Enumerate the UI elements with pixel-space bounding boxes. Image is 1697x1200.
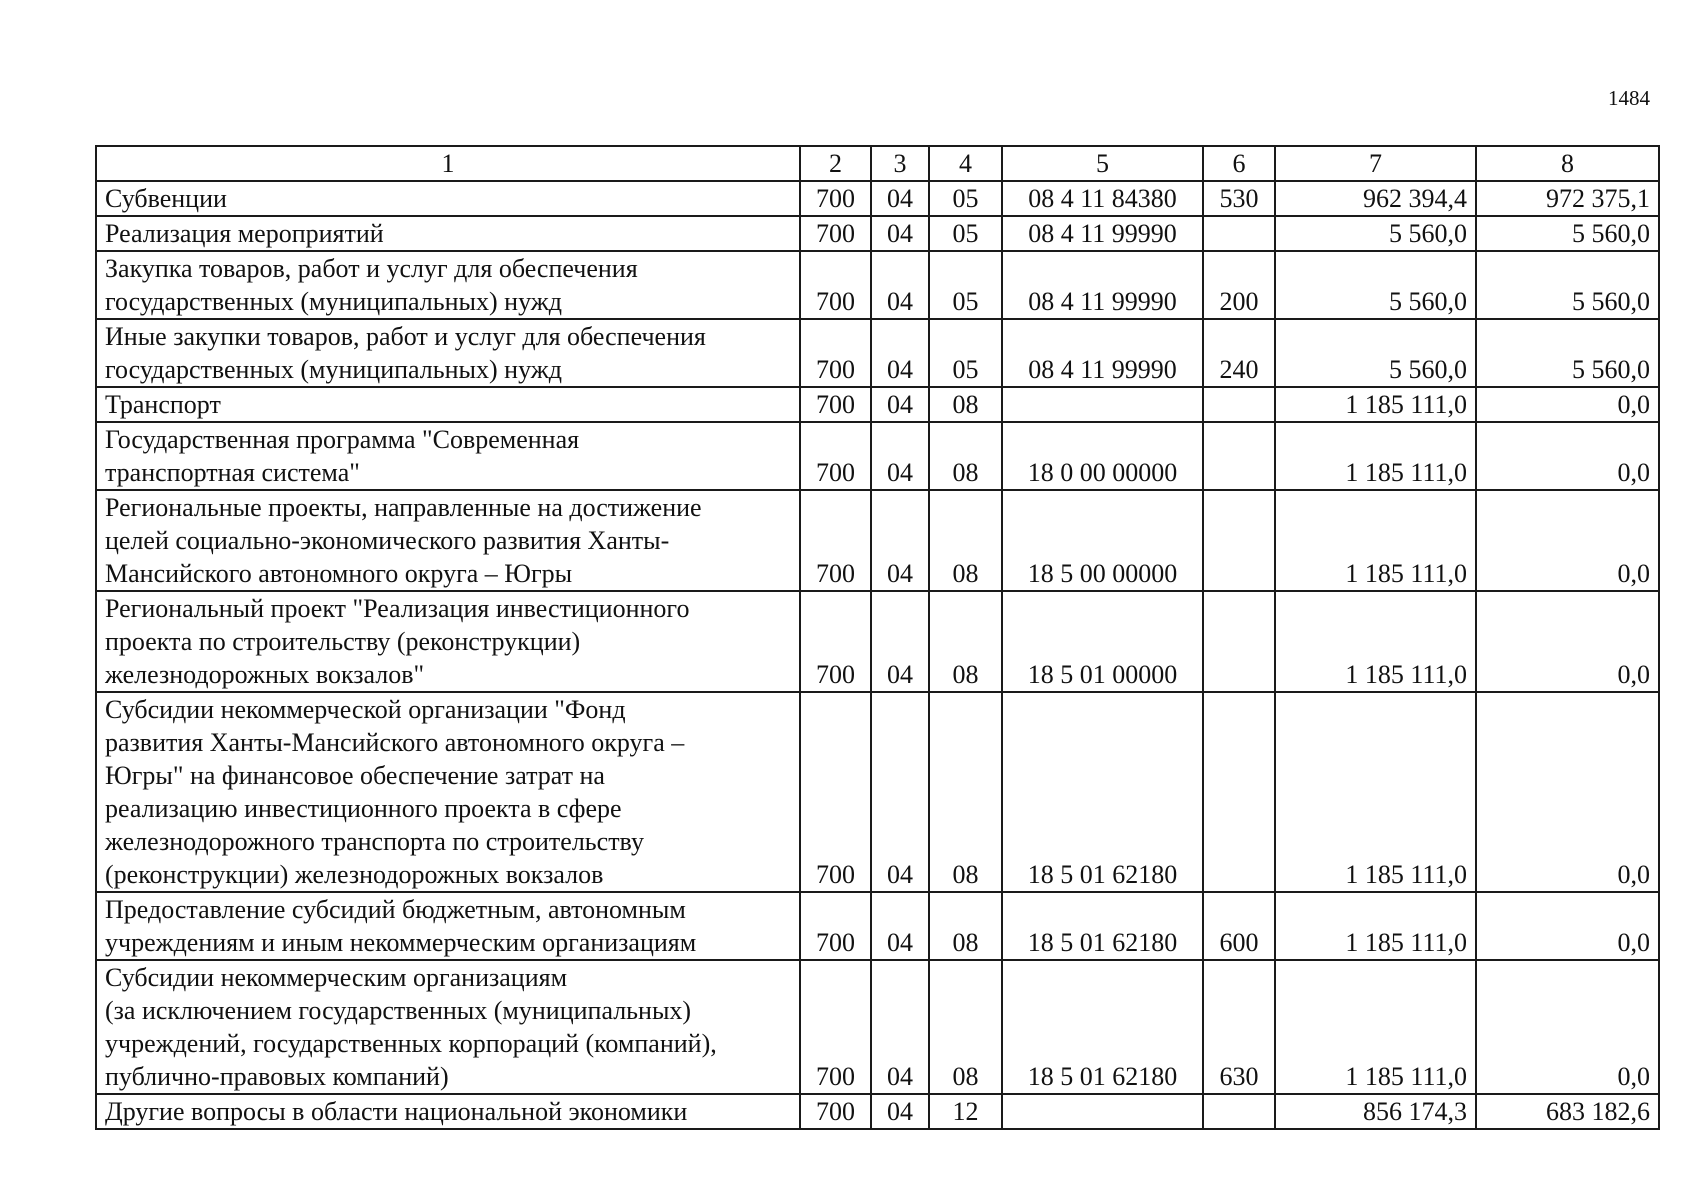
expense-type-cell [1203, 692, 1275, 892]
amount-col7-cell: 1 185 111,0 [1275, 591, 1476, 692]
target-article-cell [1002, 387, 1203, 422]
table-row [96, 591, 1659, 692]
expense-type-cell [1203, 591, 1275, 692]
amount-col8-cell: 0,0 [1476, 387, 1659, 422]
item-name-line: Предоставление субсидий бюджетным, автономным [105, 895, 686, 924]
table-body [96, 181, 1659, 1129]
target-article-cell [1002, 1094, 1203, 1129]
target-article-cell: 18 5 01 62180 [1002, 892, 1203, 960]
subsection-part-cell: 08 [929, 960, 1002, 1094]
subsection-code-cell: 04 [871, 490, 929, 591]
subsection-part-cell: 05 [929, 216, 1002, 251]
item-name-cell [96, 216, 800, 251]
subsection-part-cell: 08 [929, 422, 1002, 490]
item-name-line: Субсидии некоммерческой организации "Фонд [105, 695, 626, 724]
target-article-cell: 18 5 00 00000 [1002, 490, 1203, 591]
item-name-line: Закупка товаров, работ и услуг для обеспечения [105, 254, 638, 283]
header-cell: 1 [96, 146, 800, 181]
item-name-line: Субсидии некоммерческим организациям [105, 963, 568, 992]
subsection-code-cell: 04 [871, 960, 929, 1094]
subsection-code-cell: 04 [871, 1094, 929, 1129]
item-name-cell [96, 490, 800, 591]
item-name-cell [96, 960, 800, 1094]
page-number: 1484 [1608, 86, 1650, 110]
table-row [96, 216, 1659, 251]
section-code-cell: 700 [800, 892, 871, 960]
header-cell: 2 [800, 146, 871, 181]
amount-col7-cell: 5 560,0 [1275, 251, 1476, 319]
header-cell: 8 [1476, 146, 1659, 181]
item-name-cell [96, 422, 800, 490]
section-code-cell: 700 [800, 251, 871, 319]
target-article-cell: 08 4 11 99990 [1002, 319, 1203, 387]
subsection-part-cell: 12 [929, 1094, 1002, 1129]
subsection-code-cell: 04 [871, 251, 929, 319]
subsection-code-cell: 04 [871, 692, 929, 892]
budget-table [95, 145, 1660, 1130]
target-article-cell: 18 0 00 00000 [1002, 422, 1203, 490]
item-name-line: (реконструкции) железнодорожных вокзалов [105, 860, 604, 889]
item-name-line: транспортная система" [105, 458, 360, 487]
amount-col7-cell: 1 185 111,0 [1275, 387, 1476, 422]
item-name-line: Региональный проект "Реализация инвестиционного [105, 594, 690, 623]
amount-col8-cell: 0,0 [1476, 591, 1659, 692]
amount-col7-cell: 1 185 111,0 [1275, 490, 1476, 591]
section-code-cell: 700 [800, 387, 871, 422]
target-article-cell: 08 4 11 84380 [1002, 181, 1203, 216]
amount-col8-cell: 5 560,0 [1476, 251, 1659, 319]
amount-col8-cell: 5 560,0 [1476, 216, 1659, 251]
section-code-cell: 700 [800, 591, 871, 692]
item-name-cell [96, 387, 800, 422]
item-name-cell [96, 892, 800, 960]
header-cell: 6 [1203, 146, 1275, 181]
item-name-cell [96, 181, 800, 216]
section-code-cell: 700 [800, 692, 871, 892]
amount-col7-cell: 1 185 111,0 [1275, 892, 1476, 960]
table-row [96, 960, 1659, 1094]
item-name-cell [96, 319, 800, 387]
subsection-code-cell: 04 [871, 387, 929, 422]
amount-col7-cell: 962 394,4 [1275, 181, 1476, 216]
amount-col8-cell: 0,0 [1476, 422, 1659, 490]
item-name-line: Региональные проекты, направленные на достижение [105, 493, 702, 522]
subsection-part-cell: 08 [929, 387, 1002, 422]
item-name-line: учреждениям и иным некоммерческим организациям [105, 928, 697, 957]
item-name-line: целей социально-экономического развития Ханты- [105, 526, 670, 555]
item-name-line: учреждений, государственных корпораций (компаний), [105, 1029, 717, 1058]
amount-col8-cell: 0,0 [1476, 960, 1659, 1094]
item-name-cell [96, 692, 800, 892]
item-name-cell [96, 591, 800, 692]
expense-type-cell: 200 [1203, 251, 1275, 319]
table-row [96, 1094, 1659, 1129]
amount-col7-cell: 1 185 111,0 [1275, 960, 1476, 1094]
subsection-code-cell: 04 [871, 181, 929, 216]
amount-col8-cell: 5 560,0 [1476, 319, 1659, 387]
table-row [96, 387, 1659, 422]
item-name-line: железнодорожных вокзалов" [105, 660, 425, 689]
item-name-line: развития Ханты-Мансийского автономного округа – [105, 728, 685, 757]
table-row [96, 422, 1659, 490]
subsection-code-cell: 04 [871, 422, 929, 490]
item-name-cell [96, 251, 800, 319]
expense-type-cell [1203, 1094, 1275, 1129]
expense-type-cell [1203, 422, 1275, 490]
item-name-line: Транспорт [105, 390, 221, 419]
amount-col8-cell: 972 375,1 [1476, 181, 1659, 216]
item-name-line: железнодорожного транспорта по строительству [105, 827, 644, 856]
table-row [96, 692, 1659, 892]
target-article-cell: 08 4 11 99990 [1002, 251, 1203, 319]
header-cell: 4 [929, 146, 1002, 181]
item-name-line: государственных (муниципальных) нужд [105, 287, 562, 316]
item-name-line: Государственная программа "Современная [105, 425, 580, 454]
item-name-line: Югры" на финансовое обеспечение затрат на [105, 761, 605, 790]
item-name-line: публично-правовых компаний) [105, 1062, 449, 1091]
subsection-code-cell: 04 [871, 319, 929, 387]
amount-col7-cell: 5 560,0 [1275, 319, 1476, 387]
subsection-code-cell: 04 [871, 892, 929, 960]
section-code-cell: 700 [800, 216, 871, 251]
subsection-part-cell: 08 [929, 490, 1002, 591]
item-name-line: Другие вопросы в области национальной экономики [105, 1097, 688, 1126]
target-article-cell: 18 5 01 62180 [1002, 692, 1203, 892]
subsection-part-cell: 08 [929, 692, 1002, 892]
amount-col7-cell: 856 174,3 [1275, 1094, 1476, 1129]
amount-col8-cell: 683 182,6 [1476, 1094, 1659, 1129]
subsection-part-cell: 05 [929, 319, 1002, 387]
expense-type-cell [1203, 216, 1275, 251]
table-row [96, 319, 1659, 387]
target-article-cell: 18 5 01 00000 [1002, 591, 1203, 692]
subsection-part-cell: 05 [929, 251, 1002, 319]
table-row [96, 892, 1659, 960]
section-code-cell: 700 [800, 181, 871, 216]
item-name-line: Реализация мероприятий [105, 219, 384, 248]
item-name-line: Мансийского автономного округа – Югры [105, 559, 573, 588]
header-cell: 7 [1275, 146, 1476, 181]
header-cell: 5 [1002, 146, 1203, 181]
expense-type-cell [1203, 490, 1275, 591]
expense-type-cell: 530 [1203, 181, 1275, 216]
expense-type-cell [1203, 387, 1275, 422]
amount-col8-cell: 0,0 [1476, 892, 1659, 960]
table-row [96, 490, 1659, 591]
subsection-code-cell: 04 [871, 591, 929, 692]
subsection-code-cell: 04 [871, 216, 929, 251]
table-row [96, 181, 1659, 216]
target-article-cell: 08 4 11 99990 [1002, 216, 1203, 251]
header-cell: 3 [871, 146, 929, 181]
amount-col7-cell: 5 560,0 [1275, 216, 1476, 251]
amount-col7-cell: 1 185 111,0 [1275, 692, 1476, 892]
section-code-cell: 700 [800, 1094, 871, 1129]
table-row [96, 251, 1659, 319]
item-name-line: (за исключением государственных (муниципальных) [105, 996, 692, 1025]
section-code-cell: 700 [800, 490, 871, 591]
amount-col7-cell: 1 185 111,0 [1275, 422, 1476, 490]
amount-col8-cell: 0,0 [1476, 490, 1659, 591]
item-name-line: государственных (муниципальных) нужд [105, 355, 562, 384]
section-code-cell: 700 [800, 960, 871, 1094]
item-name-line: Иные закупки товаров, работ и услуг для обеспечения [105, 322, 706, 351]
section-code-cell: 700 [800, 319, 871, 387]
section-code-cell: 700 [800, 422, 871, 490]
expense-type-cell: 600 [1203, 892, 1275, 960]
subsection-part-cell: 05 [929, 181, 1002, 216]
expense-type-cell: 240 [1203, 319, 1275, 387]
item-name-line: проекта по строительству (реконструкции) [105, 627, 581, 656]
subsection-part-cell: 08 [929, 892, 1002, 960]
item-name-cell [96, 1094, 800, 1129]
target-article-cell: 18 5 01 62180 [1002, 960, 1203, 1094]
expense-type-cell: 630 [1203, 960, 1275, 1094]
item-name-line: Субвенции [105, 184, 227, 213]
subsection-part-cell: 08 [929, 591, 1002, 692]
header-row [96, 146, 1659, 181]
amount-col8-cell: 0,0 [1476, 692, 1659, 892]
item-name-line: реализацию инвестиционного проекта в сфере [105, 794, 622, 823]
